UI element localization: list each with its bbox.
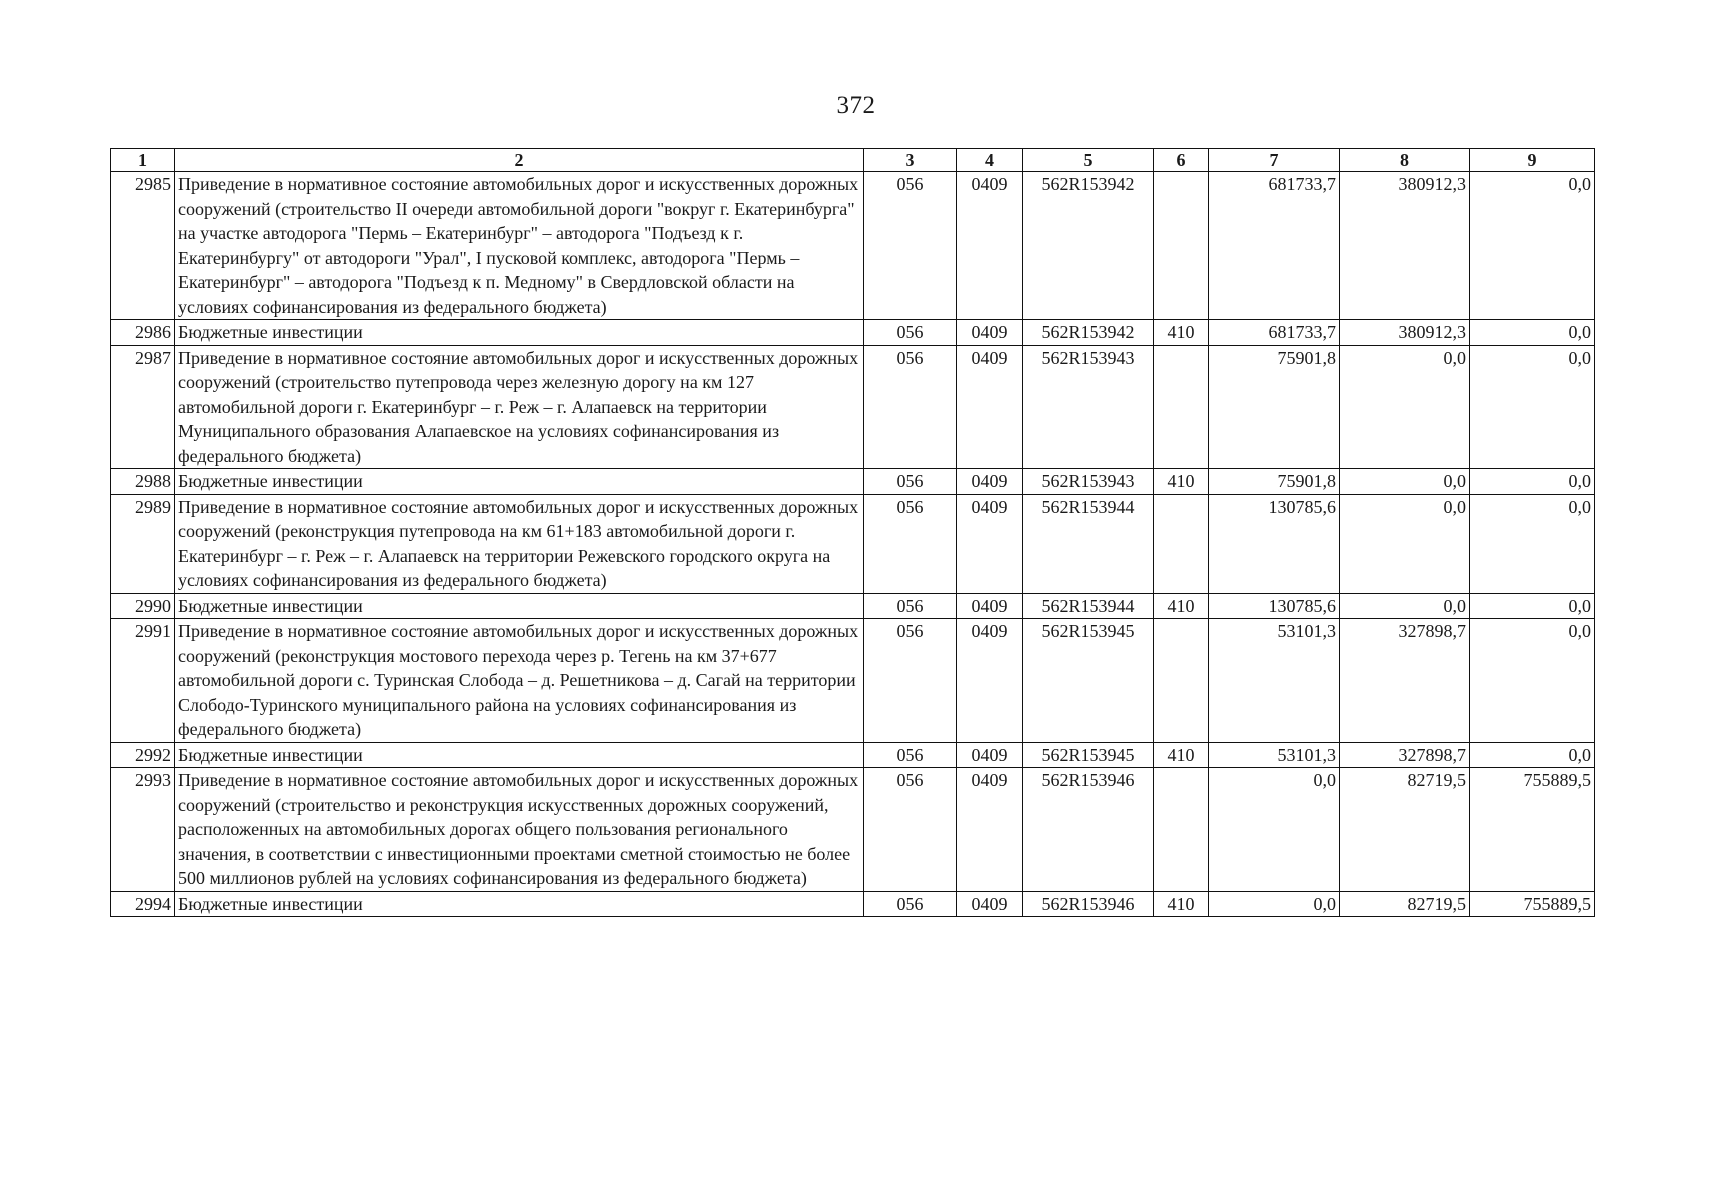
- amount-col8: 82719,5: [1340, 891, 1470, 917]
- amount-col9: 0,0: [1470, 469, 1595, 495]
- column-header: 1: [111, 149, 175, 172]
- code-section: 0409: [957, 593, 1023, 619]
- amount-col7: 681733,7: [1209, 172, 1340, 320]
- amount-col8: 0,0: [1340, 345, 1470, 469]
- amount-col7: 53101,3: [1209, 619, 1340, 743]
- table-row: [111, 345, 1595, 469]
- code-section: 0409: [957, 469, 1023, 495]
- column-header: 7: [1209, 149, 1340, 172]
- row-number: 2987: [111, 345, 175, 469]
- row-name: Приведение в нормативное состояние автомобильных дорог и искусственных дорожных сооружений (реконструкция путепровода на км 61+183 автомобильной дороги г. Екатеринбург – г. Реж – г. Алапаевск на территории Режевского городского округа на условиях софинансирования из федерального бюджета): [175, 494, 864, 593]
- code-target-article: 562R153945: [1023, 619, 1154, 743]
- column-header: 8: [1340, 149, 1470, 172]
- amount-col8: 327898,7: [1340, 619, 1470, 743]
- code-target-article: 562R153946: [1023, 768, 1154, 892]
- table-row: [111, 494, 1595, 593]
- code-target-article: 562R153944: [1023, 593, 1154, 619]
- code-expense-type: 410: [1154, 891, 1209, 917]
- code-expense-type: 410: [1154, 742, 1209, 768]
- amount-col7: 130785,6: [1209, 593, 1340, 619]
- table-row: [111, 768, 1595, 892]
- row-name: Бюджетные инвестиции: [175, 320, 864, 346]
- amount-col9: 0,0: [1470, 619, 1595, 743]
- table-row: [111, 593, 1595, 619]
- table-row: [111, 742, 1595, 768]
- code-target-article: 562R153943: [1023, 345, 1154, 469]
- code-expense-type: [1154, 494, 1209, 593]
- column-header: 3: [864, 149, 957, 172]
- amount-col9: 755889,5: [1470, 891, 1595, 917]
- column-header: 5: [1023, 149, 1154, 172]
- row-number: 2994: [111, 891, 175, 917]
- page-number: 372: [836, 92, 876, 119]
- row-number: 2992: [111, 742, 175, 768]
- code-section: 0409: [957, 345, 1023, 469]
- code-section: 0409: [957, 619, 1023, 743]
- code-chapter: 056: [864, 320, 957, 346]
- amount-col7: 0,0: [1209, 768, 1340, 892]
- column-header: 6: [1154, 149, 1209, 172]
- code-section: 0409: [957, 742, 1023, 768]
- code-section: 0409: [957, 172, 1023, 320]
- code-expense-type: 410: [1154, 593, 1209, 619]
- row-name: Приведение в нормативное состояние автомобильных дорог и искусственных дорожных сооружений (строительство и реконструкция искусственных дорожных сооружений, расположенных на автомобильных дорогах общего пользования регионального значения, в соответствии с инвестиционными проектами сметной стоимостью не более 500 миллионов рублей на условиях софинансирования из федерального бюджета): [175, 768, 864, 892]
- budget-table: [110, 148, 1595, 917]
- table-row: [111, 891, 1595, 917]
- code-target-article: 562R153945: [1023, 742, 1154, 768]
- table-row: [111, 469, 1595, 495]
- amount-col7: 681733,7: [1209, 320, 1340, 346]
- column-header: 9: [1470, 149, 1595, 172]
- code-chapter: 056: [864, 768, 957, 892]
- table-body: [111, 172, 1595, 917]
- code-expense-type: [1154, 768, 1209, 892]
- code-expense-type: 410: [1154, 469, 1209, 495]
- row-name: Приведение в нормативное состояние автомобильных дорог и искусственных дорожных сооружений (реконструкция мостового перехода через р. Тегень на км 37+677 автомобильной дороги с. Туринская Слобода – д. Решетникова – д. Сагай на территории Слободо-Туринского муниципального района на условиях софинансирования из федерального бюджета): [175, 619, 864, 743]
- row-number: 2986: [111, 320, 175, 346]
- amount-col8: 380912,3: [1340, 320, 1470, 346]
- amount-col9: 0,0: [1470, 172, 1595, 320]
- code-expense-type: [1154, 172, 1209, 320]
- row-number: 2991: [111, 619, 175, 743]
- amount-col9: 755889,5: [1470, 768, 1595, 892]
- code-chapter: 056: [864, 593, 957, 619]
- code-target-article: 562R153942: [1023, 172, 1154, 320]
- amount-col8: 327898,7: [1340, 742, 1470, 768]
- amount-col7: 53101,3: [1209, 742, 1340, 768]
- code-chapter: 056: [864, 494, 957, 593]
- row-name: Бюджетные инвестиции: [175, 742, 864, 768]
- code-section: 0409: [957, 494, 1023, 593]
- table-row: [111, 320, 1595, 346]
- amount-col9: 0,0: [1470, 742, 1595, 768]
- code-chapter: 056: [864, 891, 957, 917]
- table-header-row: [111, 149, 1595, 172]
- row-name: Бюджетные инвестиции: [175, 593, 864, 619]
- amount-col9: 0,0: [1470, 494, 1595, 593]
- amount-col9: 0,0: [1470, 345, 1595, 469]
- amount-col9: 0,0: [1470, 593, 1595, 619]
- amount-col8: 380912,3: [1340, 172, 1470, 320]
- amount-col7: 75901,8: [1209, 345, 1340, 469]
- code-chapter: 056: [864, 345, 957, 469]
- code-chapter: 056: [864, 469, 957, 495]
- code-expense-type: 410: [1154, 320, 1209, 346]
- row-number: 2985: [111, 172, 175, 320]
- column-header: 2: [175, 149, 864, 172]
- code-target-article: 562R153942: [1023, 320, 1154, 346]
- amount-col7: 75901,8: [1209, 469, 1340, 495]
- code-target-article: 562R153946: [1023, 891, 1154, 917]
- row-number: 2993: [111, 768, 175, 892]
- code-section: 0409: [957, 768, 1023, 892]
- code-chapter: 056: [864, 742, 957, 768]
- code-expense-type: [1154, 619, 1209, 743]
- table-row: [111, 619, 1595, 743]
- amount-col9: 0,0: [1470, 320, 1595, 346]
- amount-col8: 0,0: [1340, 494, 1470, 593]
- code-expense-type: [1154, 345, 1209, 469]
- row-name: Приведение в нормативное состояние автомобильных дорог и искусственных дорожных сооружений (строительство путепровода через железную дорогу на км 127 автомобильной дороги г. Екатеринбург – г. Реж – г. Алапаевск на территории Муниципального образования Алапаевское на условиях софинансирования из федерального бюджета): [175, 345, 864, 469]
- amount-col7: 130785,6: [1209, 494, 1340, 593]
- column-header: 4: [957, 149, 1023, 172]
- row-name: Приведение в нормативное состояние автомобильных дорог и искусственных дорожных сооружений (строительство II очереди автомобильной дороги "вокруг г. Екатеринбурга" на участке автодорога "Пермь – Екатеринбург" – автодорога "Подъезд к г. Екатеринбургу" от автодороги "Урал", I пусковой комплекс, автодорога "Пермь – Екатеринбург" – автодорога "Подъезд к п. Медному" в Свердловской области на условиях софинансирования из федерального бюджета): [175, 172, 864, 320]
- amount-col8: 82719,5: [1340, 768, 1470, 892]
- code-target-article: 562R153944: [1023, 494, 1154, 593]
- code-chapter: 056: [864, 619, 957, 743]
- amount-col8: 0,0: [1340, 469, 1470, 495]
- row-number: 2988: [111, 469, 175, 495]
- row-number: 2989: [111, 494, 175, 593]
- row-name: Бюджетные инвестиции: [175, 891, 864, 917]
- code-section: 0409: [957, 891, 1023, 917]
- amount-col8: 0,0: [1340, 593, 1470, 619]
- code-chapter: 056: [864, 172, 957, 320]
- row-name: Бюджетные инвестиции: [175, 469, 864, 495]
- row-number: 2990: [111, 593, 175, 619]
- amount-col7: 0,0: [1209, 891, 1340, 917]
- table-row: [111, 172, 1595, 320]
- code-section: 0409: [957, 320, 1023, 346]
- code-target-article: 562R153943: [1023, 469, 1154, 495]
